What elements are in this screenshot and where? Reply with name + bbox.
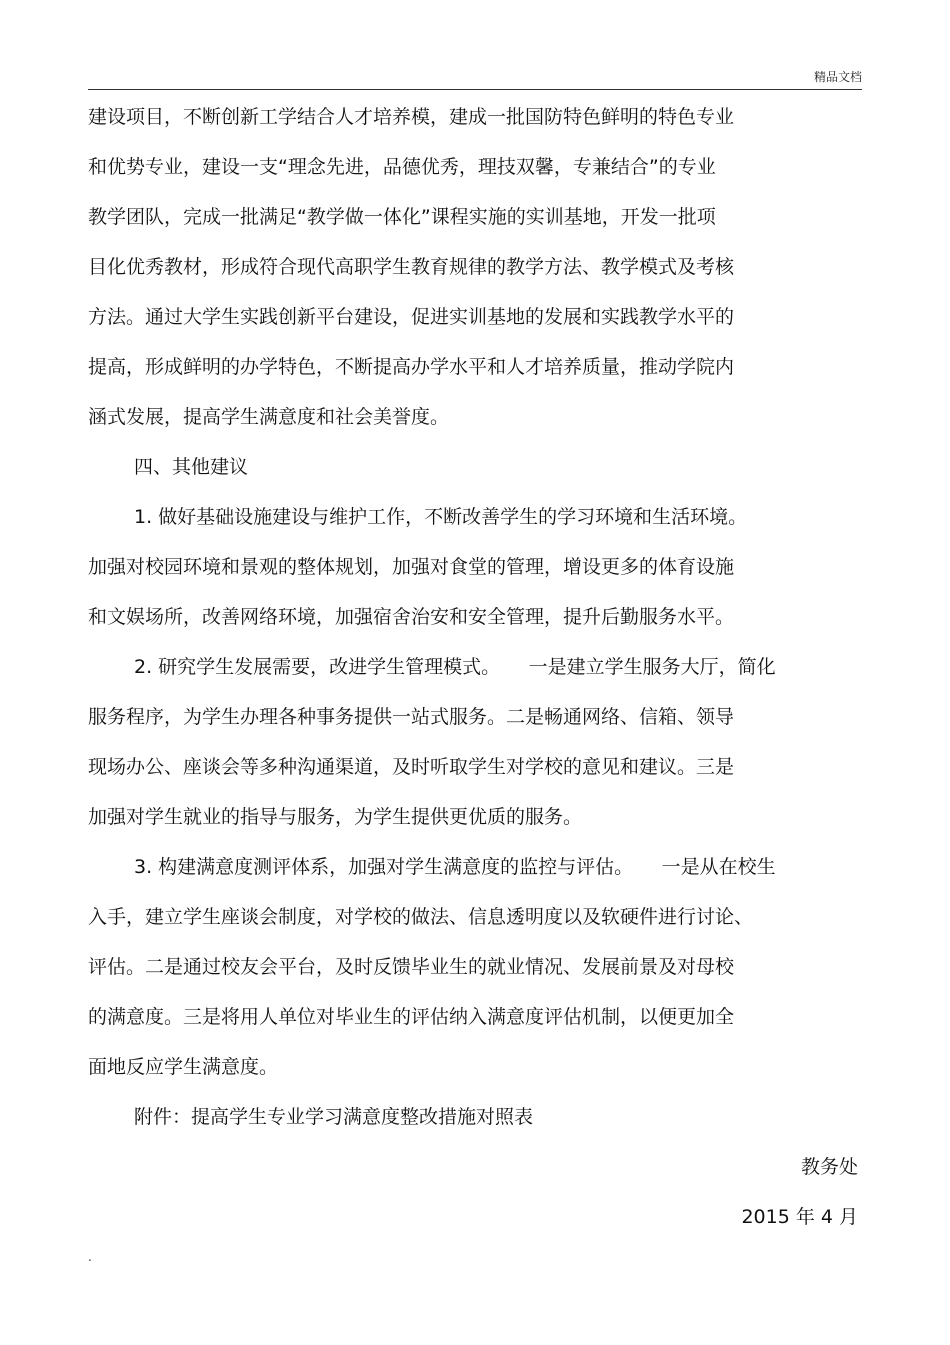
paragraph-line: 提高，形成鲜明的办学特色，不断提高办学水平和人才培养质量，推动学院内 xyxy=(88,356,735,378)
list-item-2-first-line: 2. 研究学生发展需要，改进学生管理模式。 一是建立学生服务大厅，简化 xyxy=(134,656,776,678)
paragraph-line: 建设项目，不断创新工学结合人才培养模，建成一批国防特色鲜明的特色专业 xyxy=(88,106,735,128)
paragraph-line: 和优势专业，建设一支“理念先进，品德优秀，理技双馨，专兼结合”的专业 xyxy=(88,156,716,178)
paragraph-line: 加强对学生就业的指导与服务，为学生提供更优质的服务。 xyxy=(88,806,583,828)
paragraph-line: 方法。通过大学生实践创新平台建设，促进实训基地的发展和实践教学水平的 xyxy=(88,306,735,328)
signature-department: 教务处 xyxy=(800,1156,858,1178)
paragraph-line: 服务程序，为学生办理各种事务提供一站式服务。二是畅通网络、信箱、领导 xyxy=(88,706,735,728)
paragraph-line: 涵式发展，提高学生满意度和社会美誉度。 xyxy=(88,406,450,428)
paragraph-line: 教学团队，完成一批满足“教学做一体化”课程实施的实训基地，开发一批项 xyxy=(88,206,716,228)
paragraph-line: 入手，建立学生座谈会制度，对学校的做法、信息透明度以及软硬件进行讨论、 xyxy=(88,906,754,928)
paragraph-line: 目化优秀教材，形成符合现代高职学生教育规律的教学方法、教学模式及考核 xyxy=(88,256,735,278)
section-heading: 四、其他建议 xyxy=(134,456,249,478)
list-item-3-first-line: 3. 构建满意度测评体系，加强对学生满意度的监控与评估。 一是从在校生 xyxy=(134,856,776,878)
footer-mark: . xyxy=(88,1250,92,1264)
paragraph-line: 现场办公、座谈会等多种沟通渠道，及时听取学生对学校的意见和建议。三是 xyxy=(88,756,735,778)
paragraph-line: 和文娱场所，改善网络环境，加强宿舍治安和安全管理，提升后勤服务水平。 xyxy=(88,606,735,628)
paragraph-line: 面地反应学生满意度。 xyxy=(88,1056,279,1078)
list-item-1-first-line: 1. 做好基础设施建设与维护工作，不断改善学生的学习环境和生活环境。 xyxy=(134,506,748,528)
header-divider xyxy=(88,89,862,90)
paragraph-line: 评估。二是通过校友会平台，及时反馈毕业生的就业情况、发展前景及对母校 xyxy=(88,956,735,978)
signature-date: 2015 年 4 月 xyxy=(741,1206,858,1228)
paragraph-line: 的满意度。三是将用人单位对毕业生的评估纳入满意度评估机制，以便更加全 xyxy=(88,1006,735,1028)
header-label: 精品文档 xyxy=(813,70,862,84)
paragraph-line: 加强对校园环境和景观的整体规划，加强对食堂的管理，增设更多的体育设施 xyxy=(88,556,735,578)
attachment-note: 附件：提高学生专业学习满意度整改措施对照表 xyxy=(134,1106,534,1128)
